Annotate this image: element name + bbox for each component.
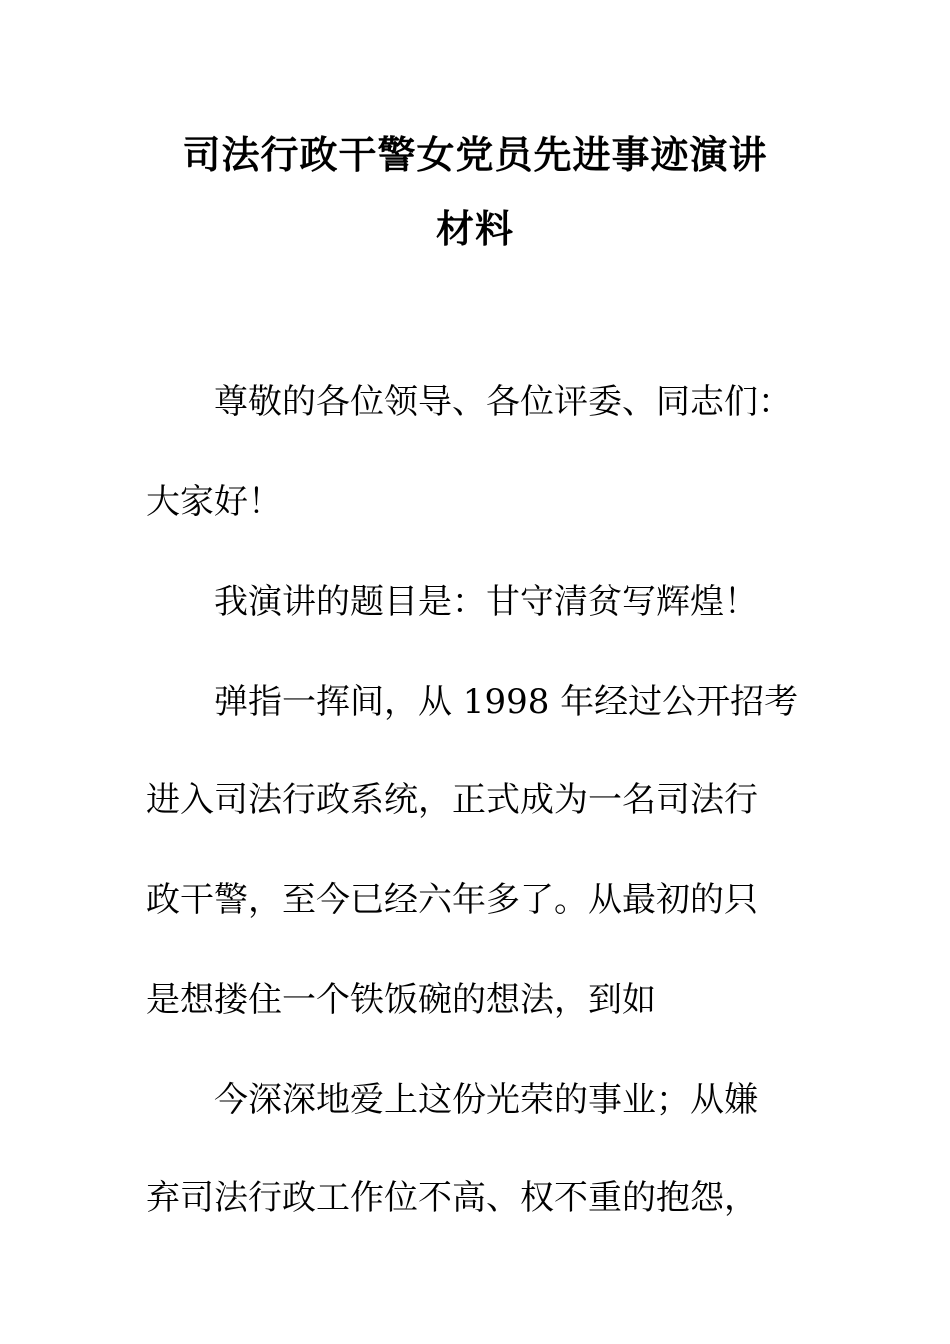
salutation-line: 尊敬的各位领导、各位评委、同志们： <box>214 382 792 422</box>
speech-topic-line: 我演讲的题目是：甘守清贫写辉煌！ <box>214 582 758 622</box>
document-title-line-1: 司法行政干警女党员先进事迹演讲 <box>182 133 768 177</box>
body-text-line: 今深深地爱上这份光荣的事业；从嫌 <box>214 1080 758 1120</box>
document-title-line-2: 材料 <box>435 207 514 251</box>
body-text-line: 进入司法行政系统，正式成为一名司法行 <box>146 780 758 820</box>
body-text-line: 弃司法行政工作位不高、权不重的抱怨， <box>146 1178 758 1218</box>
body-text-line: 弹指一挥间，从 1998 年经过公开招考 <box>214 682 799 722</box>
body-text-line: 是想搂住一个铁饭碗的想法，到如 <box>146 980 656 1020</box>
body-text-line: 政干警，至今已经六年多了。从最初的只 <box>146 880 758 920</box>
greeting-line: 大家好！ <box>146 482 282 522</box>
